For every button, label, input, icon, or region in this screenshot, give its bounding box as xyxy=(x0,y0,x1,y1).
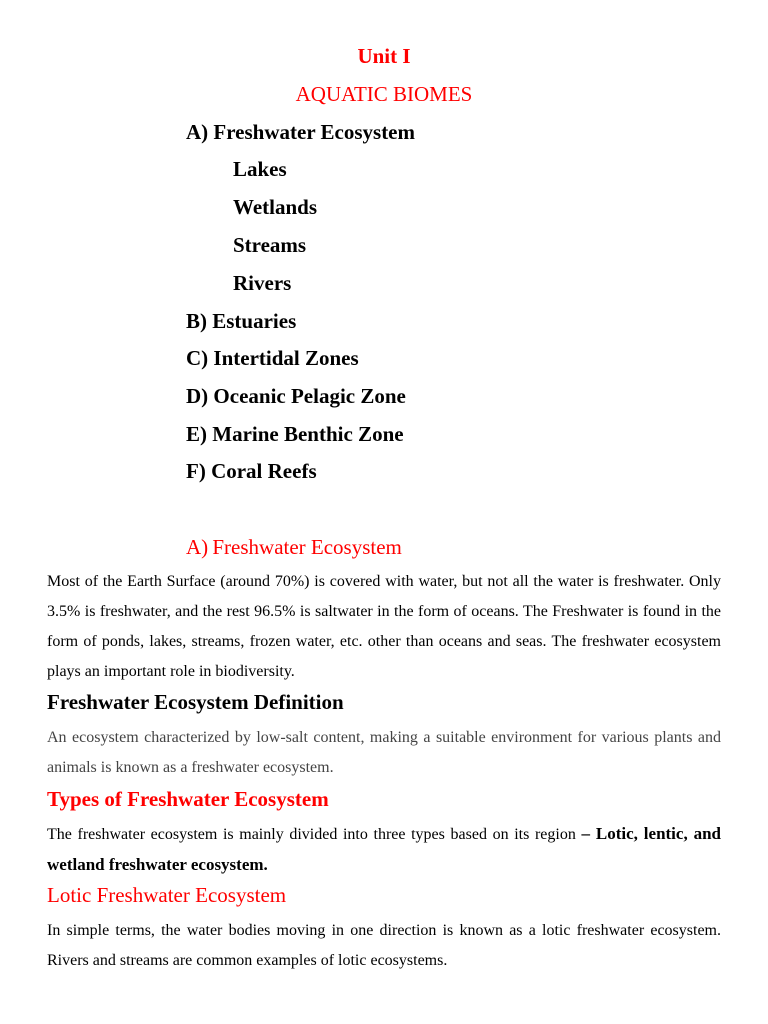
definition-heading: Freshwater Ecosystem Definition xyxy=(47,690,344,714)
section-a-paragraph: Most of the Earth Surface (around 70%) is covered with water, but not all the water is freshwater. Only 3.5% is freshwater, and the rest 96.5% is saltwater in the form of oceans. The Freshwater is found in the form of ponds, lakes, streams, frozen water, etc. other than oceans and seas. The freshwater ecosystem plays an important role in biodiversity. xyxy=(47,573,721,680)
outline-item-e: E) Marine Benthic Zone xyxy=(186,422,404,446)
lotic-paragraph: In simple terms, the water bodies moving in one direction is known as a lotic freshwater ecosystem. Rivers and streams are common examples of lotic ecosystems. xyxy=(47,922,721,969)
outline-sub-lakes: Lakes xyxy=(233,157,287,181)
outline-sub-rivers: Rivers xyxy=(233,271,292,295)
types-paragraph-bold: – Lotic, lentic, and wetland freshwater ecosystem. xyxy=(47,824,721,874)
section-a-heading: A) Freshwater Ecosystem xyxy=(186,535,402,559)
outline-item-c: C) Intertidal Zones xyxy=(186,346,359,370)
types-heading: Types of Freshwater Ecosystem xyxy=(47,787,329,811)
outline-sub-wetlands: Wetlands xyxy=(233,195,318,219)
lotic-heading: Lotic Freshwater Ecosystem xyxy=(47,883,287,907)
outline-item-f: F) Coral Reefs xyxy=(186,459,317,483)
definition-paragraph: An ecosystem characterized by low-salt content, making a suitable environment for various plants and animals is known as a freshwater ecosystem. xyxy=(47,729,721,776)
outline-item-a: A) Freshwater Ecosystem xyxy=(186,120,416,144)
outline-item-d: D) Oceanic Pelagic Zone xyxy=(186,384,406,408)
types-paragraph xyxy=(47,819,721,881)
outline-item-b: B) Estuaries xyxy=(186,309,297,333)
types-paragraph-plain: The freshwater ecosystem is mainly divided into three types based on its region xyxy=(47,826,582,843)
unit-title: Unit I xyxy=(357,44,411,68)
outline-sub-streams: Streams xyxy=(233,233,307,257)
main-title: AQUATIC BIOMES xyxy=(295,82,473,106)
